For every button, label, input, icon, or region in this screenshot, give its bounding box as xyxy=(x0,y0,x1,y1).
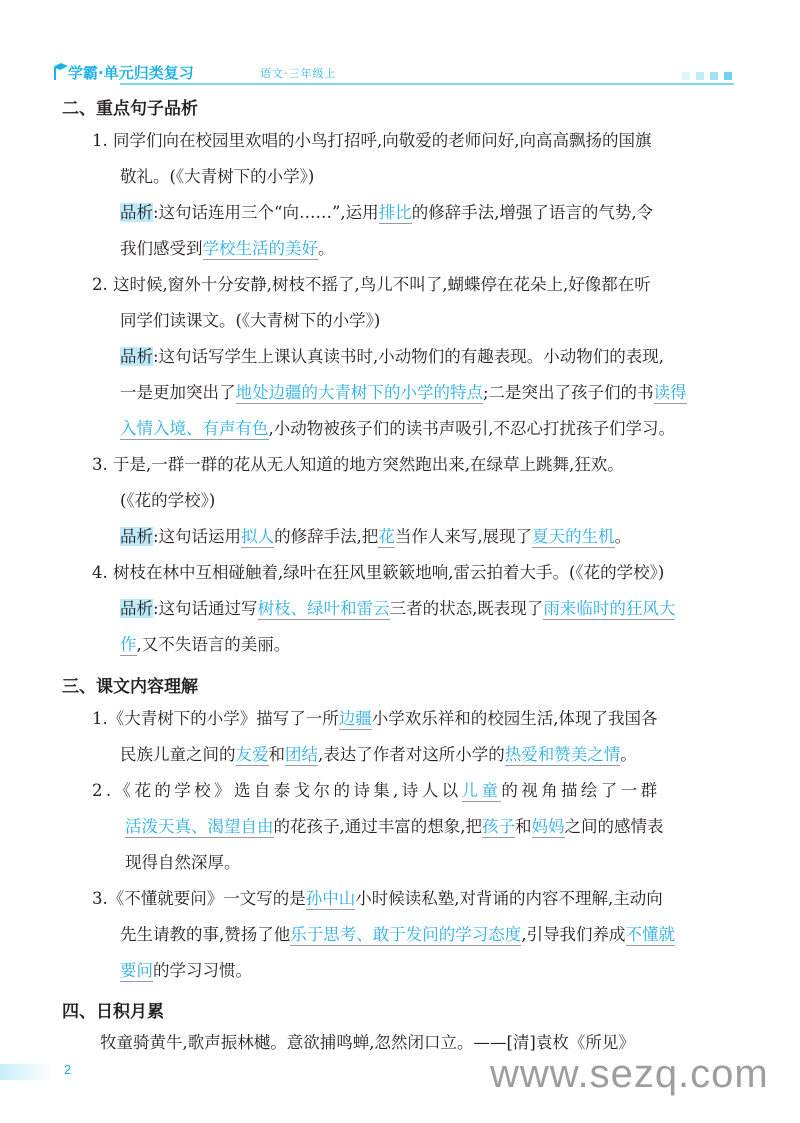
s2-item3-sentence: 3. 于是,一群一群的花从无人知道的地方突然跑出来,在绿草上跳舞,狂欢。 xyxy=(92,455,624,474)
s3-item3: 3.《不懂就要问》一文写的是孙中山小时候读私塾,对背诵的内容不理解,主动向 xyxy=(92,889,663,908)
brand-title: 学霸·单元归类复习 xyxy=(68,64,194,82)
answer-blank: 乐于思考、敢于发问的学习态度 xyxy=(290,925,522,944)
s2-item1-sentence: 1. 同学们向在校园里欢唱的小鸟打招呼,向敬爱的老师问好,向高高飘扬的国旗 xyxy=(92,131,652,150)
s3-item3-cont: 先生请教的事,赞扬了他乐于思考、敢于发问的学习态度,引导我们养成不懂就 xyxy=(120,925,675,944)
square-icon xyxy=(724,72,732,80)
answer-blank: 花 xyxy=(378,527,395,546)
s2-item2-analysis-cont: 一是更加突出了地处边疆的大青树下的小学的特点;二是突出了孩子们的书读得 xyxy=(120,383,687,402)
header-divider xyxy=(120,83,734,85)
square-icon xyxy=(682,72,690,80)
answer-blank: 拟人 xyxy=(241,527,275,546)
answer-blank: 友爱 xyxy=(235,745,269,764)
s3-item1: 1.《大青树下的小学》描写了一所边疆小学欢乐祥和的校园生活,体现了我国各 xyxy=(92,709,658,728)
answer-blank: 孙中山 xyxy=(305,889,356,908)
section-title-text-comprehension: 三、课文内容理解 xyxy=(62,677,198,697)
answer-blank: 边疆 xyxy=(338,709,372,728)
answer-blank: 树枝、绿叶和雷云 xyxy=(257,599,390,618)
answer-blank: 雨来临时的狂风大 xyxy=(543,599,676,618)
s3-item2-cont: 活泼天真、渴望自由的花孩子,通过丰富的想象,把孩子和妈妈之间的感情表 xyxy=(125,817,664,836)
s2-item2-analysis: 品析:这句话写学生上课认真读书时,小动物们的有趣表现。小动物们的表现, xyxy=(120,347,665,366)
s2-item1-analysis-cont: 我们感受到学校生活的美好。 xyxy=(120,239,335,258)
square-icon xyxy=(696,72,704,80)
answer-blank: 排比 xyxy=(378,203,412,222)
answer-blank: 读得 xyxy=(653,383,687,402)
page-number: 2 xyxy=(64,1062,72,1077)
analysis-tag: 品析 xyxy=(120,527,153,546)
s2-item2-sentence: 2. 这时候,窗外十分安静,树枝不摇了,鸟儿不叫了,蝴蝶停在花朵上,好像都在听 xyxy=(92,275,651,294)
answer-blank: 活泼天真、渴望自由 xyxy=(125,817,274,836)
s3-item2-cont2: 现得自然深厚。 xyxy=(125,853,241,872)
decorative-squares xyxy=(682,72,732,80)
s2-item1-source: 敬礼。(《大青树下的小学》) xyxy=(120,167,315,186)
analysis-tag: 品析 xyxy=(120,347,153,366)
analysis-tag: 品析 xyxy=(120,203,153,222)
answer-blank: 热爱和赞美之情 xyxy=(504,745,621,764)
s2-item3-analysis: 品析:这句话运用拟人的修辞手法,把花当作人来写,展现了夏天的生机。 xyxy=(120,527,632,546)
book-subtitle: 语文·三年级上 xyxy=(260,67,337,80)
answer-blank: 妈妈 xyxy=(531,817,565,836)
s3-item1-cont: 民族儿童之间的友爱和团结,表达了作者对这所小学的热爱和赞美之情。 xyxy=(120,745,637,764)
s2-item2-analysis-cont2: 入情入境、有声有色,小动物被孩子们的读书声吸引,不忍心打扰孩子们学习。 xyxy=(120,419,675,438)
s2-item2-source: 同学们读课文。(《大青树下的小学》) xyxy=(120,311,381,330)
s2-item3-source: (《花的学校》) xyxy=(120,491,216,510)
section-title-key-sentences: 二、重点句子品析 xyxy=(62,99,198,119)
s2-item4-analysis: 品析:这句话通过写树枝、绿叶和雷云三者的状态,既表现了雨来临时的狂风大 xyxy=(120,599,676,618)
s2-item4-sentence: 4. 树枝在林中互相碰触着,绿叶在狂风里簌簌地响,雷云拍着大手。(《花的学校》) xyxy=(92,563,665,582)
answer-blank: 作 xyxy=(120,635,137,654)
answer-blank: 入情入境、有声有色 xyxy=(120,419,269,438)
answer-blank: 夏天的生机 xyxy=(532,527,615,546)
poem-line: 牧童骑黄牛,歌声振林樾。意欲捕鸣蝉,忽然闭口立。——[清]袁枚《所见》 xyxy=(100,1033,635,1052)
section-title-daily-accumulation: 四、日积月累 xyxy=(62,1002,164,1022)
page-number-strip xyxy=(0,1064,52,1080)
answer-blank: 儿童 xyxy=(461,781,502,800)
page-header xyxy=(52,62,734,84)
s3-item2: 2.《花的学校》选自泰戈尔的诗集,诗人以儿童的视角描绘了一群 xyxy=(92,781,661,800)
answer-blank: 学校生活的美好 xyxy=(202,239,318,258)
s3-item3-cont2: 要问的学习习惯。 xyxy=(120,961,252,980)
answer-blank: 地处边疆的大青树下的小学的特点 xyxy=(235,383,483,402)
answer-blank: 要问 xyxy=(120,961,153,980)
answer-blank: 不懂就 xyxy=(625,925,675,944)
graduation-cap-icon xyxy=(52,62,68,82)
watermark: www.sezq.com xyxy=(490,1052,769,1096)
square-icon xyxy=(710,72,718,80)
s2-item4-analysis-cont: 作,又不失语言的美丽。 xyxy=(120,635,291,654)
s2-item1-analysis: 品析:这句话连用三个“向……”,运用排比的修辞手法,增强了语言的气势,令 xyxy=(120,203,654,222)
answer-blank: 团结 xyxy=(285,745,318,764)
answer-blank: 孩子 xyxy=(482,817,515,836)
analysis-tag: 品析 xyxy=(120,599,153,618)
